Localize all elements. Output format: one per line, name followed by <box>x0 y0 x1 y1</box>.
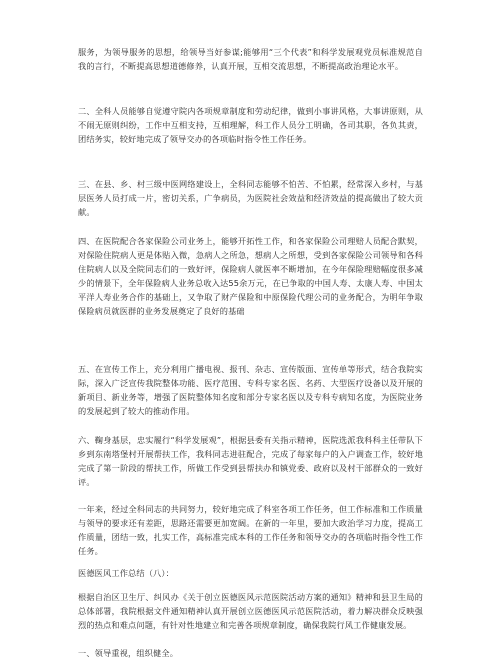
paragraph-5: 五、在宣传工作上，充分利用广播电视、报刊、杂志、宣传版面、宣传单等形式，结合我院实际，深入广泛宣传我院整体功能、医疗范围、专科专家名医、名药、大型医疗设备以及开展的新项目、新业务等，增强了医院整体知名度和部分专家名医以及专科专病知名度，为医院业务的发展起到了较大的推动作用。 <box>78 364 423 416</box>
paragraph-2: 二、全科人员能够自觉遵守院内各项规章制度和劳动纪律，做到小事讲风格，大事讲原则，从不闹无原则纠纷，工作中互相支持，互相理解，科工作人员分工明确，各司其职，各负其责，团结务实，较好地完成了领导交办的各项临时指令性工作任务。 <box>78 106 423 144</box>
subheading-1: 一、领导重视，组织健全。 <box>78 648 179 658</box>
paragraph-3: 三、在县、乡、村三级中医网络建设上，全科同志能够不怕苦、不怕累，经常深入乡村，与基层医务人员打成一片，密切关系，广争病员，为医院社会效益和经济效益的提高做出了较大贡献。 <box>78 179 423 217</box>
paragraph-9: 根据自治区卫生厅、纠风办《关于创立医德医风示范医院活动方案的通知》精神和县卫生局的总体部署，我院根据文件通知精神认真开展创立医德医风示范医院活动，着力解决群众反映强烈的热点和难点问题，有针对性地建立和完善各项规章制度，确保我院行风工作健康发展。 <box>78 592 423 630</box>
paragraph-1: 服务，为领导服务的思想，给领导当好参谋;能够用“三个代表”和科学发展观党员标准规范自我的言行，不断提高思想道德修养，认真开展，互相交流思想，不断提高政治理论水平。 <box>78 47 423 71</box>
section-heading: 医德医风工作总结（八）： <box>78 568 174 578</box>
paragraph-4: 四、在医院配合各家保险公司业务上，能够开拓性工作，和各家保险公司理赔人员配合默契，对保险住院病人更是体贴入微，急病人之所急，想病人之所想，受到各家保险公司领导和各科住院病人以及全院同志们的一致好评，保险病人就医率不断增加，在今年保险理赔幅度很多减少的情景下，全年保险病人业务总收入达55余万元，在已争取的中国人寿、太康人寿、中国太平洋人寿业务合作的基础上，又争取了财产保险和中原保险代理公司的业务配合，为明年争取保险病员就医群的业务发展奠定了良好的基础 <box>78 236 423 316</box>
paragraph-7: 一年来，经过全科同志的共同努力，较好地完成了科室各项工作任务，但工作标准和工作质量与领导的要求还有差距，思路还需要更加宽阔。在新的一年里，要加大政治学习力度，提高工作质量，团结一致，扎实工作，高标准完成本科的工作任务和领导交办的各项临时指令性工作任务。 <box>78 504 423 556</box>
paragraph-6: 六、鞠身基层，忠实履行“科学发展观”，根据县委有关指示精神，医院选派我科科主任带队下乡到东南塔堡村开展帮扶工作，我科同志进驻配合，完成了每家每户的入户调查工作，较好地完成了第一阶段的帮扶工作，所做工作受到县帮扶办和镇党委、政府以及村干部群众的一致好评。 <box>78 435 423 487</box>
